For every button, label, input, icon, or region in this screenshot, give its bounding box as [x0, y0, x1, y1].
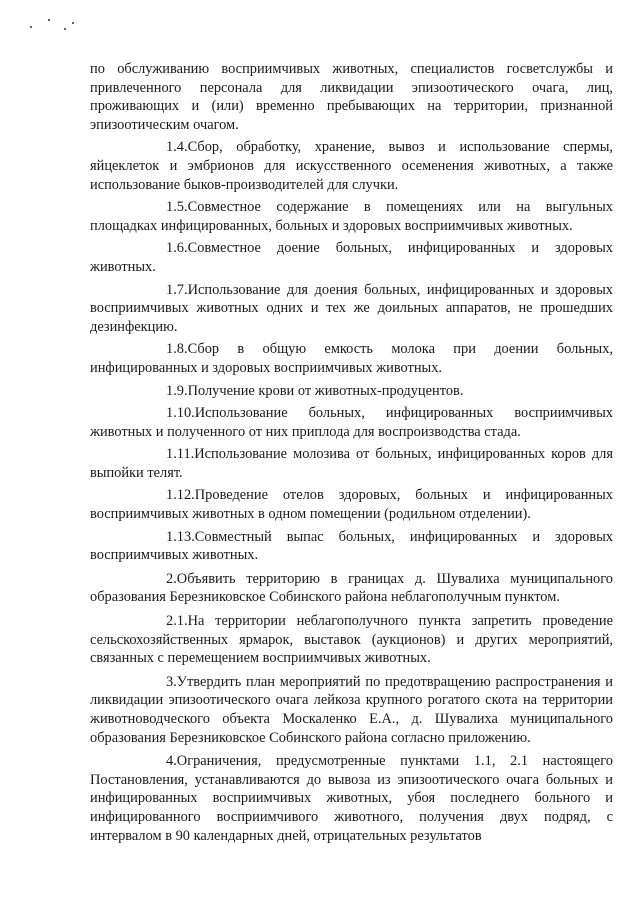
- list-item: [90, 570, 613, 607]
- item-number: 3.: [166, 673, 177, 690]
- item-number: 2.: [166, 570, 177, 587]
- item-text: Совместный выпас больных, инфицированных и здоровых восприимчивых животных.: [90, 528, 613, 564]
- item-number: 1.10.: [166, 405, 195, 422]
- item-text: Получение крови от животных-продуцентов.: [187, 382, 464, 399]
- item-number: 1.11.: [166, 446, 195, 463]
- list-item: [90, 528, 613, 565]
- list-item: [90, 138, 613, 194]
- list-item: [90, 340, 613, 377]
- item-number: 1.9.: [166, 382, 188, 399]
- item-text: Совместное содержание в помещениях или на выгульных площадках инфицированных, больных и здоровых восприимчивых животных.: [90, 199, 613, 234]
- scan-specks: [28, 14, 88, 38]
- list-item: [90, 239, 613, 276]
- item-text: На территории неблагополучного пункта запретить проведение сельскохозяйственных ярмарок, выставок (аукционов) и других мероприятий, связанных с перемещением восприимчивых животных.: [90, 613, 613, 667]
- list-item: [90, 281, 613, 337]
- item-text: Использование для доения больных, инфицированных и здоровых восприимчивых животных одних и тех же доильных аппаратов, не прошедших дезинфекцию.: [90, 281, 613, 335]
- list-item: [90, 612, 613, 668]
- item-number: 1.7.: [166, 281, 188, 298]
- document-page: [90, 60, 613, 845]
- item-number: 4.: [166, 753, 177, 770]
- list-item: [90, 382, 613, 401]
- item-text: Объявить территорию в границах д. Шувалиха муниципального образования Березниковское Собинского района неблагополучным пунктом.: [90, 570, 613, 606]
- list-item: [90, 198, 613, 235]
- list-item: [90, 486, 613, 523]
- item-text: Сбор в общую емкость молока при доении больных, инфицированных и здоровых восприимчивых животных.: [90, 341, 613, 376]
- item-number: 1.12.: [166, 487, 195, 504]
- item-text: Утвердить план мероприятий по предотвращению распространения и ликвидации эпизоотического очага лейкоза крупного рогатого скота на территории животноводческого объекта Москаленко Е.А., д. Шувалиха муниципального образования Березниковское Собинского района согласно приложению.: [90, 673, 613, 746]
- item-text: Проведение отелов здоровых, больных и инфицированных восприимчивых животных в одном помещении (родильном отделении).: [90, 487, 613, 523]
- item-number: 1.4.: [166, 139, 188, 156]
- item-number: 1.13.: [166, 528, 195, 545]
- item-number: 1.5.: [166, 199, 188, 216]
- list-item: [90, 673, 613, 747]
- item-text: Ограничения, предусмотренные пунктами 1.1, 2.1 настоящего Постановления, устанавливаются до вывоза из эпизоотического очага больных и инфицированных восприимчивых животных, убоя последнего больного и инфицированного восприимчивого животного, получения двух подряд, с интервалом в 90 календарных дней, отрицательных результатов: [90, 753, 613, 844]
- item-text: Использование больных, инфицированных восприимчивых животных и полученного от них приплода для воспроизводства стада.: [90, 405, 613, 440]
- item-text: Сбор, обработку, хранение, вывоз и использование спермы, яйцеклеток и эмбрионов для искусственного осеменения животных, а также использование быков-производителей для случки.: [90, 139, 613, 193]
- header-fragment: по обслуживанию восприимчивых животных, специалистов госветслужбы и привлеченного персонала для ликвидации эпизоотического очага, лиц, проживающих и (или) временно пребывающих на территории, признанной эпизоотическим очагом.: [90, 61, 613, 133]
- item-number: 1.8.: [166, 341, 188, 358]
- item-text: Совместное доение больных, инфицированных и здоровых животных.: [90, 240, 613, 275]
- item-number: 2.1.: [166, 613, 188, 630]
- list-item: [90, 404, 613, 441]
- list-item: [90, 752, 613, 845]
- item-number: 1.6.: [166, 240, 188, 257]
- list-item: [90, 445, 613, 482]
- item-text: Использование молозива от больных, инфицированных коров для выпойки телят.: [90, 446, 613, 481]
